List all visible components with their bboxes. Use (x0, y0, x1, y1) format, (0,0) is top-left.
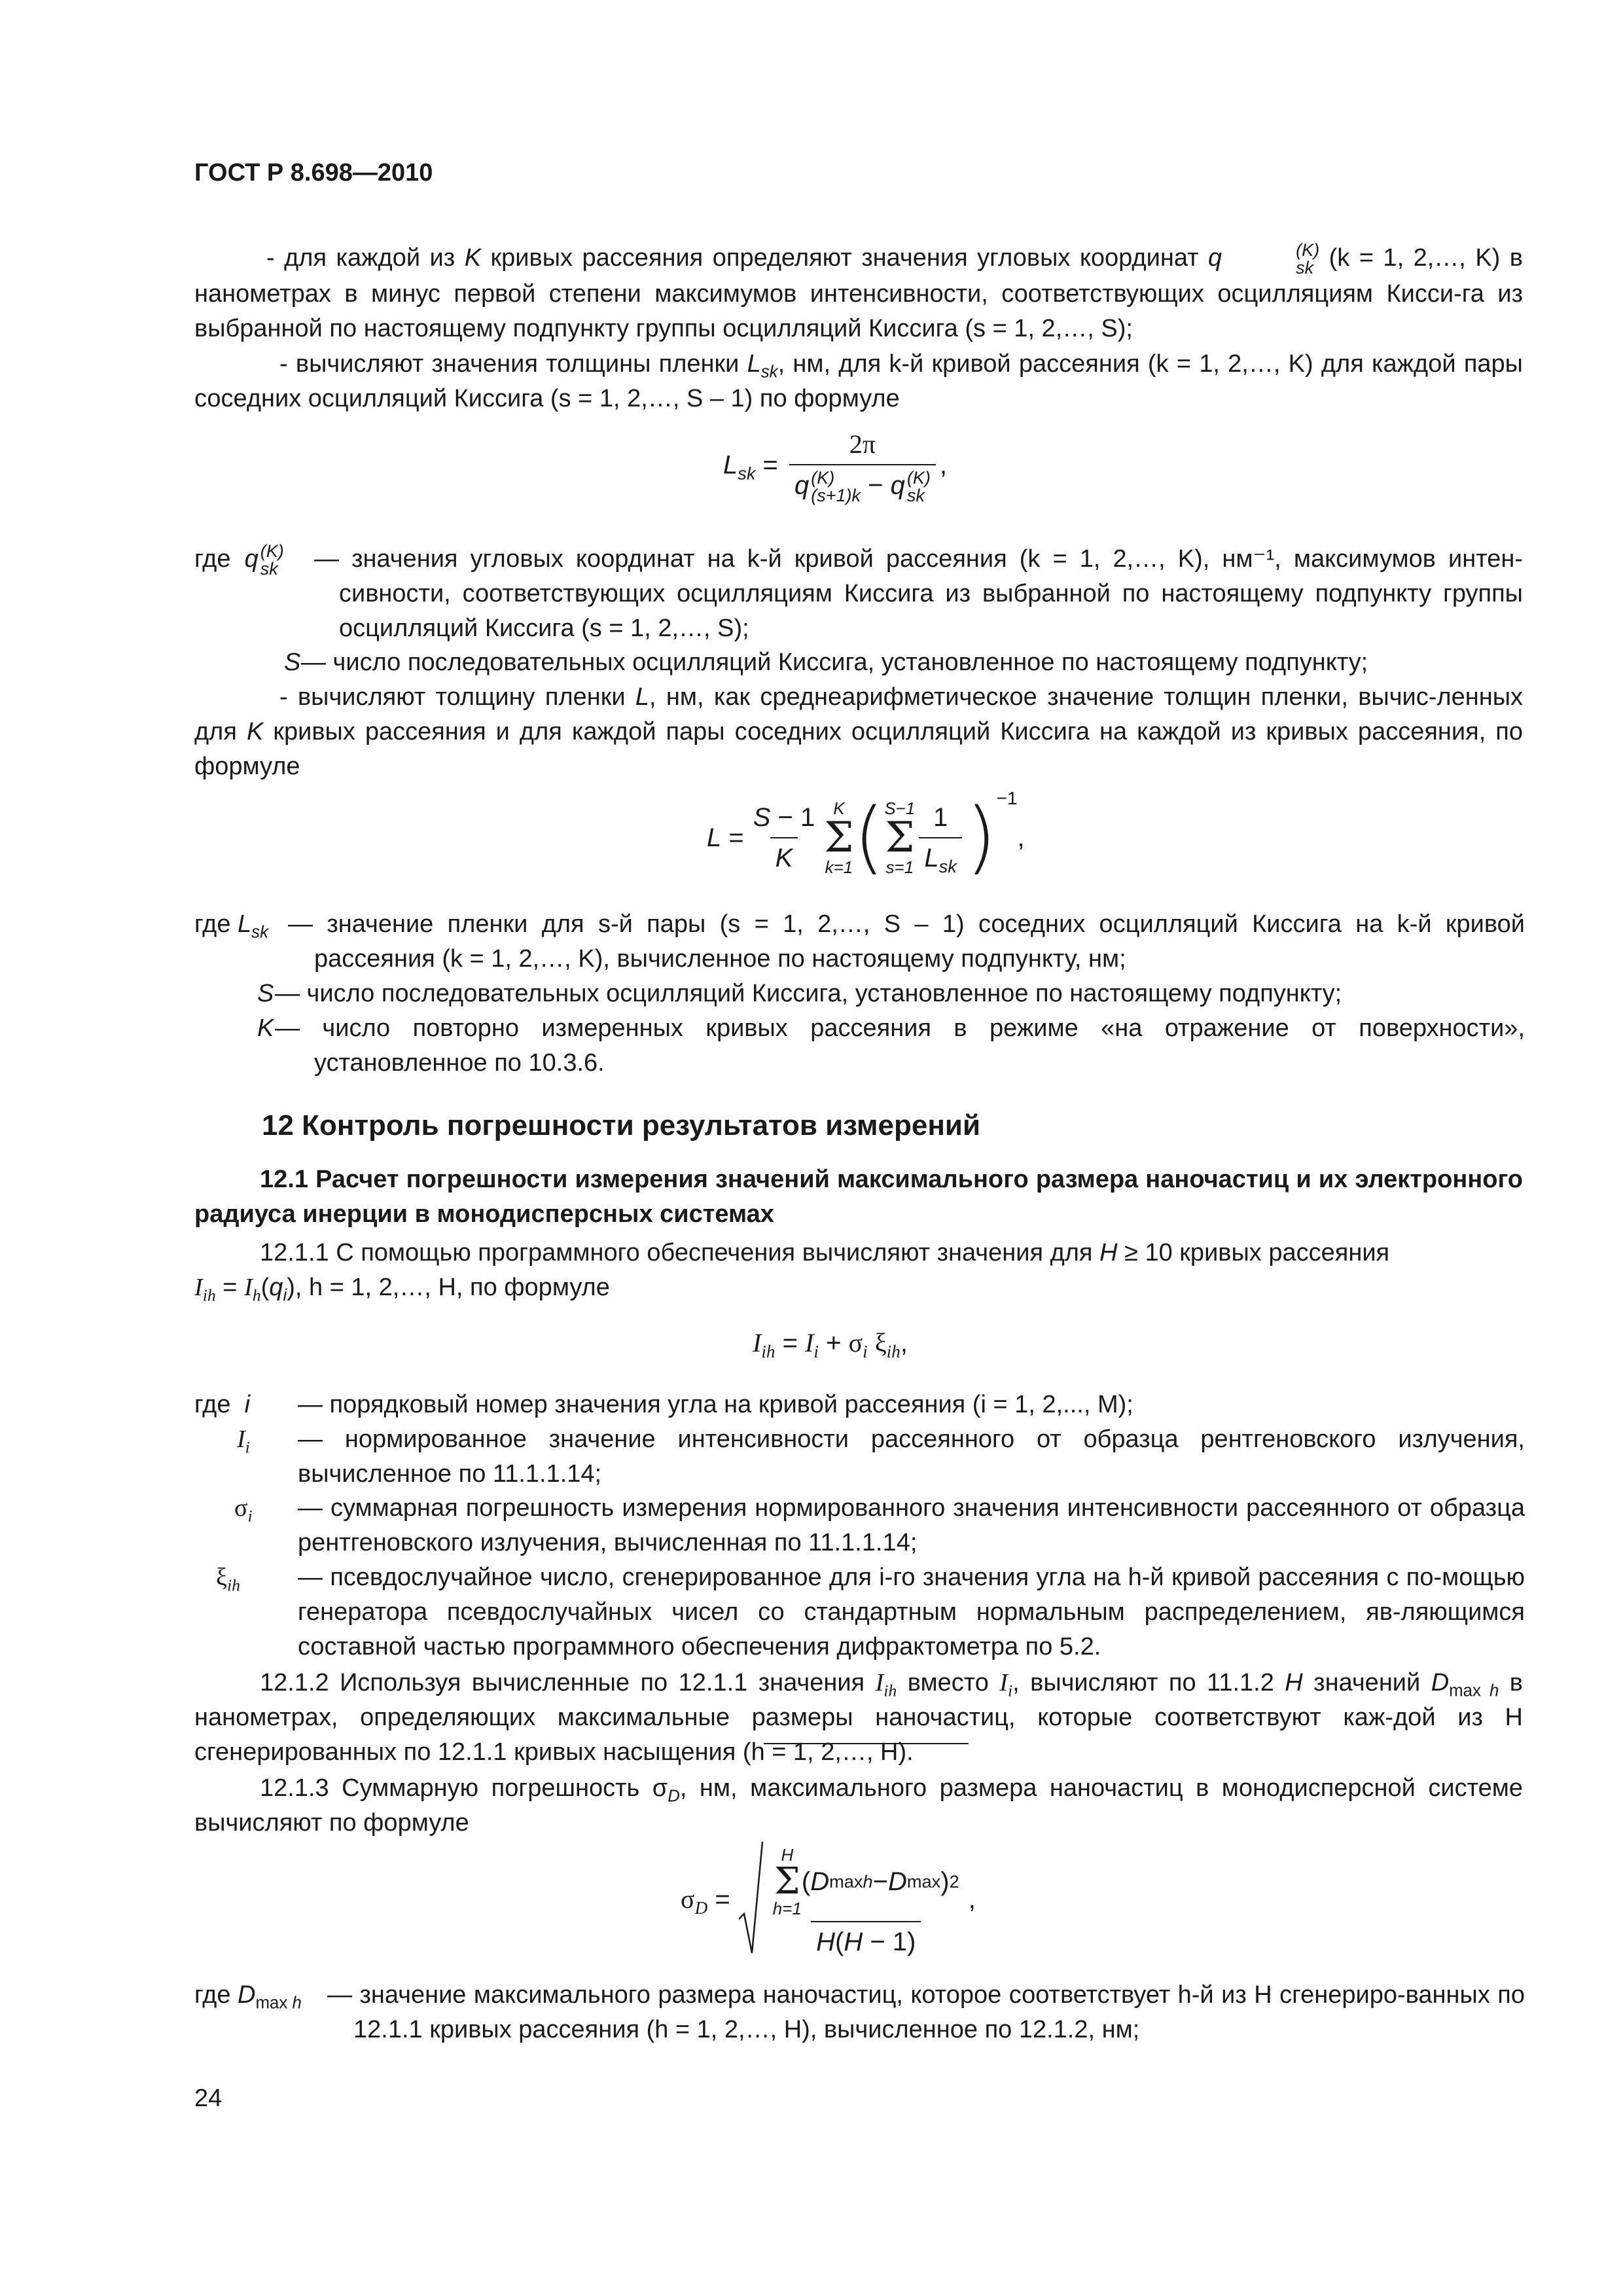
formula-lsk: $L_{sk}$ = 2π q (K) (s+1)k − q (K) sk , (723, 429, 948, 505)
paragraph-12-1-1: 12.1.1 С помощью программного обеспечения вычисляют значения для H ≥ 10 кривых рассеяния $I_{ih} = I_h(q_i)$, h = 1, 2,…, H, по формуле (194, 1239, 1390, 1305)
paragraph-12-1-3: 12.1.3 Суммарную погрешность $\sigma_D$, нм, максимального размера наночастиц в монодисперсной системе вычисляют по формуле (194, 1774, 1523, 1837)
paragraph-mean-thickness: - вычисляют толщину пленки L, нм, как среднеарифметическое значение толщин пленки, вычис-ленных для K кривых рассеяния и для каждой пары соседних осцилляций Киссига на каждой из кривых рассеяния, по формуле (194, 683, 1524, 780)
formula-iih: $I_{ih} = I_i + \sigma_i$ $\xi_{ih}$, (753, 1328, 908, 1361)
where3-xi-symbol: $\xi_{ih}$ (216, 1564, 241, 1595)
paragraph-film-thickness: - вычисляют значения толщины пленки $L_{sk}$, нм, для k-й кривой рассеяния (k = 1, 2,…, K) для каждой пары соседних осцилляций Киссига (s = 1, 2,…, S – 1) по формуле (194, 350, 1523, 412)
where2-k-symbol: K (257, 1014, 274, 1042)
where1-q-definition: — значения угловых координат на k-й кривой рассеяния (k = 1, 2,…, K), нм⁻¹, максимумов интен-сивности, соответствующих осцилляциям Киссига из выбранной по настоящему подпункту группы осцилляций Киссига (s = 1, 2,…, S); (314, 545, 1523, 642)
paragraph-angular-coordinates: - для каждой из K кривых рассеяния определяют значения угловых координат q (K) sk (k = 1, 2,…, K) в нанометрах в минус первой степени максимумов интенсивности, соответствующих осцилляциям Кисси-га из выбранной по настоящему подпункту группы осцилляций Киссига (s = 1, 2,…, S); (194, 240, 1523, 342)
where-label-2: где $L_{sk}$ (194, 910, 268, 942)
where3-sigma-symbol: $\sigma_i$ (234, 1494, 253, 1526)
where1-s-symbol: S (284, 649, 301, 676)
where-label-3: где i (194, 1391, 251, 1418)
where3-sigma-definition: — суммарная погрешность измерения нормированного значения интенсивности рассеянного от образца рентгеновского излучения, вычисленная по 11.1.1.14; (298, 1494, 1525, 1556)
where2-l-definition: — значение пленки для s-й пары (s = 1, 2,…, S – 1) соседних осцилляций Киссига на k-й кривой рассеяния (k = 1, 2,…, K), вычисленное по настоящему подпункту, нм; (288, 910, 1525, 973)
where-label-4: где $D_{max h}$ (194, 1981, 302, 2013)
where2-s-definition: — число последовательных осцилляций Киссига, установленное по настоящему подпункту; (275, 980, 1342, 1007)
section-12-heading: 12 Контроль погрешности результатов измерений (262, 1109, 981, 1141)
sqrt-sign (738, 1840, 764, 1958)
page-number: 24 (194, 2085, 223, 2112)
where3-xi-definition: — псевдослучайное число, сгенерированное для i-го значения угла на h-й кривой рассеяния с по-мощью генератора псевдослучайных чисел со стандартным нормальным распределением, яв-ляющимся составной частью программного обеспечения дифрактометра по 5.2. (298, 1564, 1525, 1660)
where-label-1: где q (K) sk (194, 541, 284, 579)
where4-definition: — значение максимального размера наночастиц, которое соответствует h-й из H сгенериро-ванных по 12.1.1 кривых рассеяния (h = 1, 2,…, H), вычисленное по 12.1.2, нм; (327, 1981, 1525, 2043)
section-12-1-heading: 12.1 Расчет погрешности измерения значений максимального размера наночастиц и их электронного радиуса инерции в монодисперсных системах (194, 1166, 1523, 1228)
formula-sigma-d: $\sigma_D$ = H Σ h=1 ( D maxh − D max ) 2 H(H − 1) , (681, 1840, 976, 1958)
where3-Ii-definition: — нормированное значение интенсивности рассеянного от образца рентгеновского излучения, вычисленное по 11.1.1.14; (298, 1426, 1525, 1488)
paragraph-12-1-2: 12.1.2 Используя вычисленные по 12.1.1 значения $I_{ih}$ вместо $I_i$, вычисляют по 11.1.2 H значений $D_{max h}$ в нанометрах, определяющих максимальные размеры наночастиц, которые соответствуют каж-дой из H сгенерированных по 12.1.1 кривых насыщения (h = 1, 2,…, H). (194, 1669, 1523, 1766)
formula-mean-l: L = $\frac{S - 1}{K}$ K Σ k=1 ( S−1 Σ s=1 $\frac{1}{L_{sk}}$ ) $^{-1}$ , (707, 788, 1025, 883)
where2-k-definition: — число повторно измеренных кривых рассеяния в режиме «на отражение от поверхности», установленное по 10.3.6. (275, 1014, 1525, 1077)
document-header: ГОСТ Р 8.698—2010 (194, 159, 433, 187)
where2-s-symbol: S (257, 980, 274, 1007)
where1-s-definition: — число последовательных осцилляций Киссига, установленное по настоящему подпункту; (301, 649, 1368, 676)
where3-Ii-symbol: $I_i$ (237, 1426, 250, 1457)
where3-i-definition: — порядковый номер значения угла на кривой рассеяния (i = 1, 2,..., M); (298, 1391, 1133, 1418)
